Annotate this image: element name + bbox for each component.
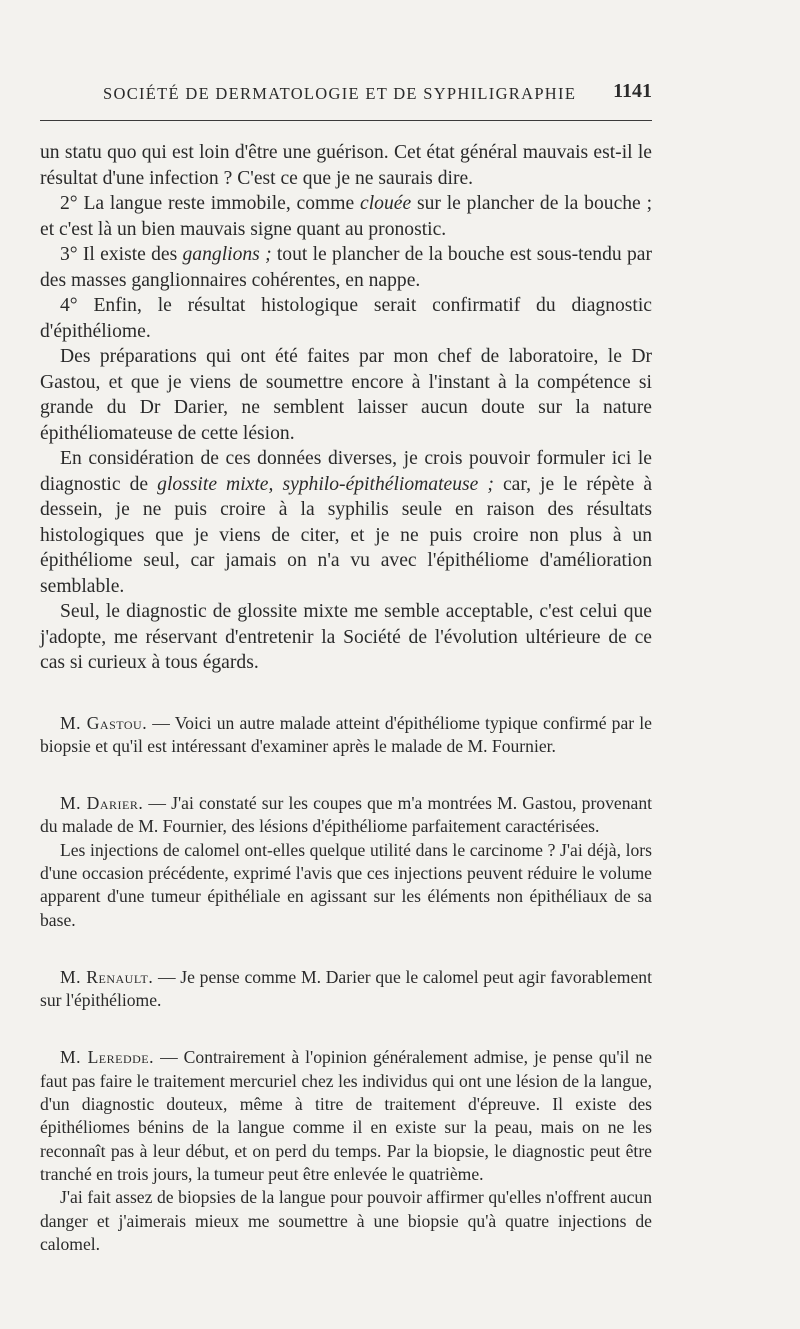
text-run: En considération de ces données diverses, je crois pouvoir formuler ici le diagnostic de xyxy=(40,448,652,495)
running-head: SOCIÉTÉ DE DERMATOLOGIE ET DE SYPHILIGRAPHIE xyxy=(103,84,577,103)
italic-term: clouée xyxy=(360,193,412,214)
page-header xyxy=(40,80,652,110)
paragraph xyxy=(40,446,652,599)
text-run: — Contrairement à l'opinion généralement admise, je pense qu'il ne faut pas faire le traitement mercuriel chez les individus qui ont une lésion de la langue, d'un diagnostic douteux, même à titre de traitement d'épreuve. Il existe des épithéliomes bénins de la langue comme il en existe sur la peau, mais on ne les reconnaît pas à leur début, et on perd du temps. Par la biopsie, le diagnostic peut être tranché en trois jours, la tumeur peut être enlevée le quatrième. xyxy=(40,1047,652,1184)
text-run: 2° La langue reste immobile, comme xyxy=(60,193,361,214)
paragraph: Des préparations qui ont été faites par mon chef de laboratoire, le Dr Gastou, et que je viens de soumettre encore à l'instant à la compétence si grande du Dr Darier, ne semblent laisser aucun doute sur la nature épithéliomateuse de cette lésion. xyxy=(40,346,652,444)
speaker-name: M. Darier. xyxy=(60,793,144,814)
page-body xyxy=(40,140,652,1256)
paragraph xyxy=(40,242,652,293)
text-run: car, je le répète à dessein, je ne puis croire à la syphilis seule en raison des résultats histologiques que je viens de citer, et je ne puis croire non plus à un épithéliome seul, car jamais on n'a vu avec l'épithéliome d'amélioration semblable. xyxy=(40,473,653,597)
discussion-renault xyxy=(40,966,652,1013)
paragraph: J'ai fait assez de biopsies de la langue pour pouvoir affirmer qu'elles n'offrent aucun danger et j'aimerais mieux me soumettre à une biopsie qu'à quatre injections de calomel. xyxy=(40,1187,652,1254)
speaker-name: M. Gastou. xyxy=(60,712,148,733)
discourse-section xyxy=(40,140,652,676)
speaker-name: M. Renault. xyxy=(60,966,154,987)
text-run: tout le plancher de la bouche est sous-tendu par des masses ganglionnaires cohérentes, en nappe. xyxy=(40,244,652,291)
paragraph: 4° Enfin, le résultat histologique serait confirmatif du diagnostic d'épithéliome. xyxy=(40,295,652,342)
paragraph xyxy=(40,1046,652,1186)
discussion-leredde xyxy=(40,1046,652,1256)
discussion-darier xyxy=(40,792,652,932)
paragraph: Les injections de calomel ont-elles quelque utilité dans le carcinome ? J'ai déjà, lors d'une occasion précédente, exprimé l'avis que ces injections peuvent réduire le volume apparent d'une tumeur épithéliale en agissant sur les éléments non épithéliaux de sa base. xyxy=(40,839,652,930)
page-number: 1141 xyxy=(613,80,652,102)
italic-term: glossite mixte, syphilo-épithéliomateuse ; xyxy=(157,473,494,495)
speaker-name: M. Leredde. xyxy=(60,1047,155,1068)
paragraph: un statu quo qui est loin d'être une guérison. Cet état général mauvais est-il le résultat d'une infection ? C'est ce que je ne saurais dire. xyxy=(40,142,652,189)
paragraph xyxy=(40,792,652,839)
text-run: — J'ai constaté sur les coupes que m'a montrées M. Gastou, provenant du malade de M. Fournier, des lésions d'épithéliome parfaitement caractérisées. xyxy=(40,793,653,837)
header-rule xyxy=(40,120,652,121)
text-run: 3° Il existe des xyxy=(60,244,183,265)
paragraph xyxy=(40,712,652,759)
paragraph xyxy=(40,191,652,242)
discussion-gastou xyxy=(40,712,652,759)
italic-term: ganglions ; xyxy=(182,244,272,265)
paragraph: Seul, le diagnostic de glossite mixte me semble acceptable, c'est celui que j'adopte, me réservant d'entretenir la Société de l'évolution ultérieure de ce cas si curieux à tous égards. xyxy=(40,601,652,673)
text-run: sur le plancher de la bouche ; et c'est là un bien mauvais signe quant au pronostic. xyxy=(40,193,653,240)
paragraph xyxy=(40,966,652,1013)
text-run: — Je pense comme M. Darier que le calomel peut agir favorablement sur l'épithéliome. xyxy=(40,966,652,1011)
text-run: — Voici un autre malade atteint d'épithéliome typique confirmé par le biopsie et qu'il est intéressant d'examiner après le malade de M. Fournier. xyxy=(40,712,652,756)
